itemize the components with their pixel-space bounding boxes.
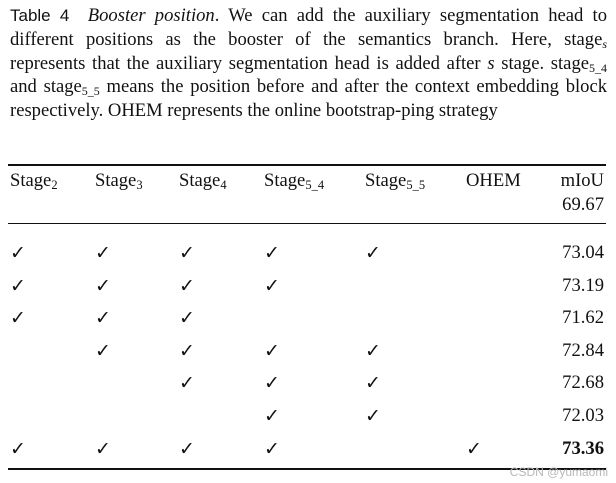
check-icon: ✓ xyxy=(179,274,195,297)
check-icon: ✓ xyxy=(264,372,280,395)
header-stage3: Stage$_3$ xyxy=(95,170,143,192)
check-icon: ✓ xyxy=(466,437,482,460)
check-icon: ✓ xyxy=(179,242,195,264)
header-stage5-4: Stage$_{5\_4}$ xyxy=(264,170,325,192)
table-mid-rule xyxy=(8,223,606,224)
caption-sub-5-5: 5_5 xyxy=(81,84,100,99)
caption-ital-s: s xyxy=(487,52,495,74)
miou-value: 72.68 xyxy=(562,372,604,394)
check-icon: ✓ xyxy=(95,274,111,297)
table-top-rule xyxy=(8,164,606,166)
miou-value: 72.03 xyxy=(562,405,604,426)
table-row xyxy=(0,302,616,334)
table-row xyxy=(0,237,616,269)
check-icon: ✓ xyxy=(95,339,111,362)
check-icon: ✓ xyxy=(95,307,111,330)
miou-baseline: 69.67 xyxy=(562,194,604,215)
caption-label: Table 4 xyxy=(10,6,70,25)
check-icon: ✓ xyxy=(95,242,111,264)
check-icon: ✓ xyxy=(365,339,381,362)
table-row xyxy=(0,400,616,432)
caption-text-4: and stage xyxy=(10,76,82,98)
miou-value: 71.62 xyxy=(562,307,604,329)
caption-text-1: . We can add the auxiliary segmentation head to different positions as the booster of the semantics branch. Here, stage xyxy=(10,5,607,50)
check-icon: ✓ xyxy=(365,372,381,395)
miou-value: 73.04 xyxy=(562,242,604,263)
check-icon: ✓ xyxy=(264,405,280,427)
miou-value: 72.84 xyxy=(562,339,604,361)
header-ohem: OHEM xyxy=(466,170,521,191)
table-row xyxy=(0,433,616,465)
check-icon: ✓ xyxy=(179,437,195,460)
caption-sub-5-4: 5_4 xyxy=(589,60,607,75)
check-icon: ✓ xyxy=(95,437,111,460)
header-stage2: Stage$_2$ xyxy=(10,170,58,192)
table-row xyxy=(0,270,616,302)
table-caption xyxy=(10,4,607,123)
caption-text-2: represents that the auxiliary segmentation head is added after xyxy=(10,52,488,74)
caption-text-5: means the position before and after the context embedding block respectively. OHEM represents the online bootstrap-ping strategy xyxy=(10,76,607,122)
check-icon: ✓ xyxy=(10,307,26,330)
check-icon: ✓ xyxy=(179,372,195,395)
caption-title: Booster position xyxy=(87,5,215,26)
check-icon: ✓ xyxy=(365,405,381,427)
caption-sub-s: s xyxy=(602,36,607,51)
check-icon: ✓ xyxy=(10,274,26,297)
check-icon: ✓ xyxy=(10,242,26,264)
caption-text-3: stage. stage xyxy=(494,52,589,74)
check-icon: ✓ xyxy=(264,437,280,460)
watermark: CSDN @yumaomi xyxy=(509,465,608,479)
header-stage5-5: Stage$_{5\_5}$ xyxy=(365,170,426,192)
check-icon: ✓ xyxy=(365,242,381,264)
check-icon: ✓ xyxy=(179,307,195,330)
table-row xyxy=(0,335,616,367)
check-icon: ✓ xyxy=(264,242,280,264)
header-stage4: Stage$_4$ xyxy=(179,170,227,192)
miou-label: mIoU xyxy=(560,170,604,191)
miou-value: 73.19 xyxy=(562,274,604,296)
check-icon: ✓ xyxy=(179,339,195,362)
check-icon: ✓ xyxy=(10,437,26,460)
check-icon: ✓ xyxy=(264,339,280,362)
check-icon: ✓ xyxy=(264,274,280,297)
table-row xyxy=(0,367,616,399)
miou-value: 73.36 xyxy=(562,437,604,459)
header-miou xyxy=(561,169,604,217)
